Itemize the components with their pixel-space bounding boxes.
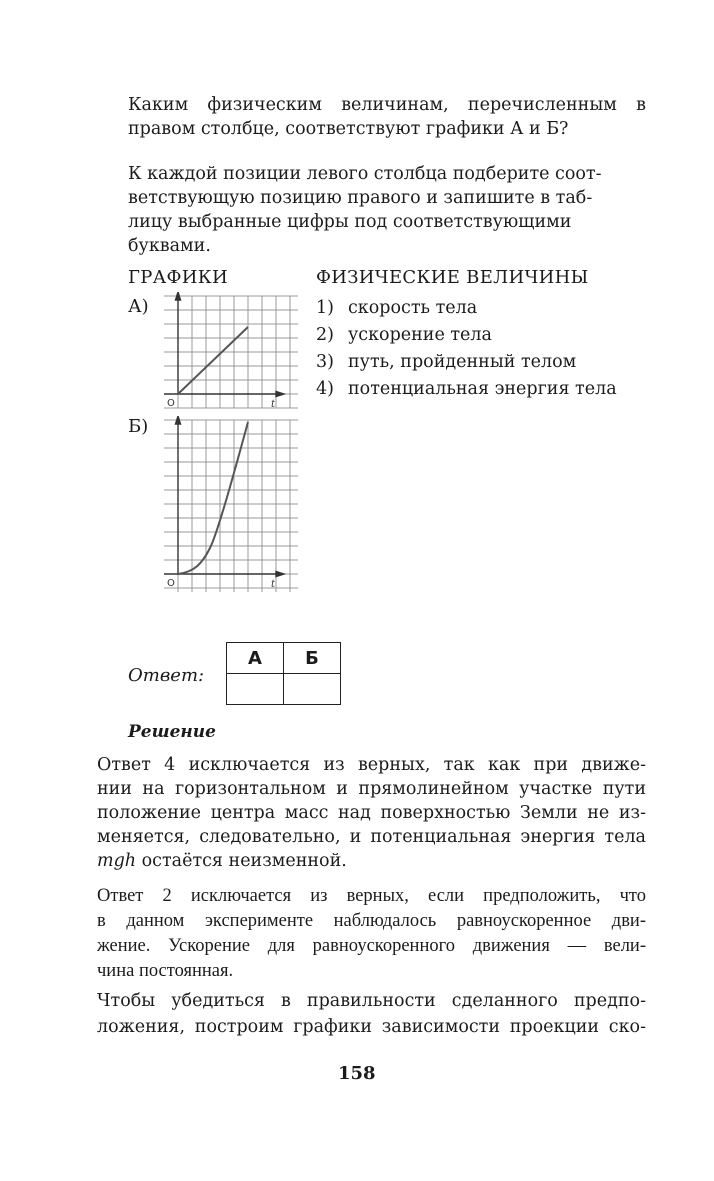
- graph-b-grid: [164, 420, 298, 592]
- answer-header-a: А: [227, 643, 284, 674]
- instruction-text: К каждой позиции левого столбца подберите соот- ветствующую позицию правого и запишите в таб- лицу выбранные цифры под соответствующими буквами.: [128, 164, 602, 256]
- graph-a-line: [178, 327, 248, 394]
- answer-cell-b[interactable]: [284, 674, 341, 705]
- option-1-number: 1): [316, 298, 334, 318]
- option-3: [316, 352, 576, 372]
- formula-mgh: mgh: [97, 851, 137, 871]
- option-1-text: скорость тела: [348, 298, 478, 318]
- solution-paragraph-2: Ответ 2 исключается из верных, если предположить, что в данном эксперименте наблюдалось равноускоренное дви- жение. Ускорение для равноускоренного движения — вели- чина постоянная.: [97, 886, 646, 981]
- graph-b-axes: [164, 416, 284, 577]
- answer-table: [226, 642, 341, 705]
- graph-a-origin: O: [167, 398, 175, 409]
- option-2-number: 2): [316, 325, 334, 345]
- graph-b-curve: [178, 422, 248, 574]
- graph-a-letter: А): [128, 296, 149, 317]
- solution-paragraph-1: Ответ 4 исключается из верных, так как при движе- нии на горизонтальном и прямолинейном участке пути положение центра масс над поверхностью Земли не из- меняется, следовательно, и потенциальная энергия тела mgh остаётся неизменной.: [97, 755, 646, 871]
- graph-a-grid: [164, 296, 298, 408]
- graph-a: [162, 292, 302, 412]
- answer-header-b: Б: [284, 643, 341, 674]
- quantities-heading: ФИЗИЧЕСКИЕ ВЕЛИЧИНЫ: [316, 267, 589, 288]
- option-4: [316, 379, 617, 399]
- solution-paragraph-3: Чтобы убедиться в правильности сделанного предпо- ложения, построим графики зависимости проекции ско-: [97, 991, 646, 1037]
- answer-label: Ответ:: [128, 665, 205, 686]
- graph-a-axis-label: t: [271, 399, 276, 410]
- graph-b-letter: Б): [128, 416, 149, 437]
- option-2-text: ускорение тела: [348, 325, 492, 345]
- page-number: 158: [338, 1063, 376, 1084]
- option-3-number: 3): [316, 352, 334, 372]
- answer-cell-a[interactable]: [227, 674, 284, 705]
- graph-b-origin: O: [167, 578, 175, 589]
- question-text: Каким физическим величинам, перечисленным в правом столбце, соответствуют графики А и Б?: [128, 95, 646, 139]
- option-1: [316, 298, 477, 318]
- graph-a-axes: [164, 292, 284, 397]
- graphs-heading: ГРАФИКИ: [128, 267, 229, 288]
- option-4-number: 4): [316, 379, 334, 399]
- option-4-text: потенциальная энергия тела: [348, 379, 617, 399]
- solution-title: Решение: [128, 722, 216, 742]
- graph-b-axis-label: t: [271, 579, 276, 590]
- graph-b: [162, 416, 302, 594]
- option-2: [316, 325, 492, 345]
- option-3-text: путь, пройденный телом: [348, 352, 577, 372]
